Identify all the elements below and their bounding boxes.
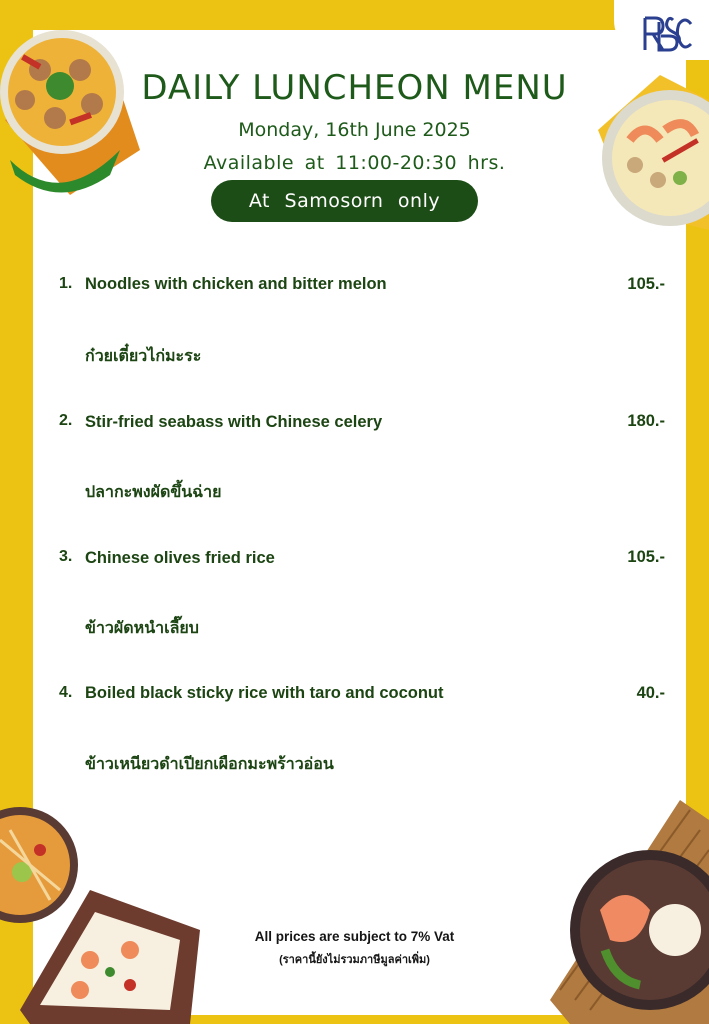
item-name: Boiled black sticky rice with taro and coconut (85, 684, 444, 702)
vat-note: All prices are subject to 7% Vat (254, 929, 455, 944)
item-thai-name: ข้าวผัดหนำเลี๊ยบ (85, 620, 199, 637)
item-thai-name: ก๋วยเตี๋ยวไก่มะระ (85, 348, 202, 365)
rbsc-logo-icon (639, 12, 695, 56)
item-number: 1. (59, 275, 73, 292)
item-thai-name: ปลากะพงผัดขึ้นฉ่าย (85, 484, 222, 501)
item-number: 3. (59, 548, 73, 565)
availability-hours: Available at 11:00-20:30 hrs. (203, 152, 506, 174)
item-number: 2. (59, 412, 73, 429)
salmon-plate-icon (550, 800, 709, 1024)
item-price: 40.- (636, 684, 665, 702)
item-name: Stir-fried seabass with Chinese celery (85, 413, 383, 431)
item-name: Chinese olives fried rice (85, 549, 275, 567)
item-thai-name: ข้าวเหนียวดำเปียกเผือกมะพร้าวอ่อน (85, 756, 334, 773)
item-price: 105.- (627, 548, 665, 566)
item-name: Noodles with chicken and bitter melon (85, 275, 387, 293)
vat-note-thai: (ราคานี้ยังไม่รวมภาษีมูลค่าเพิ่ม) (279, 954, 430, 966)
item-price: 180.- (627, 412, 665, 430)
location-badge: At Samosorn only (211, 180, 478, 222)
menu-date: Monday, 16th June 2025 (238, 119, 471, 141)
menu-title: DAILY LUNCHEON MENU (141, 68, 568, 108)
item-price: 105.- (627, 275, 665, 293)
item-number: 4. (59, 684, 73, 701)
